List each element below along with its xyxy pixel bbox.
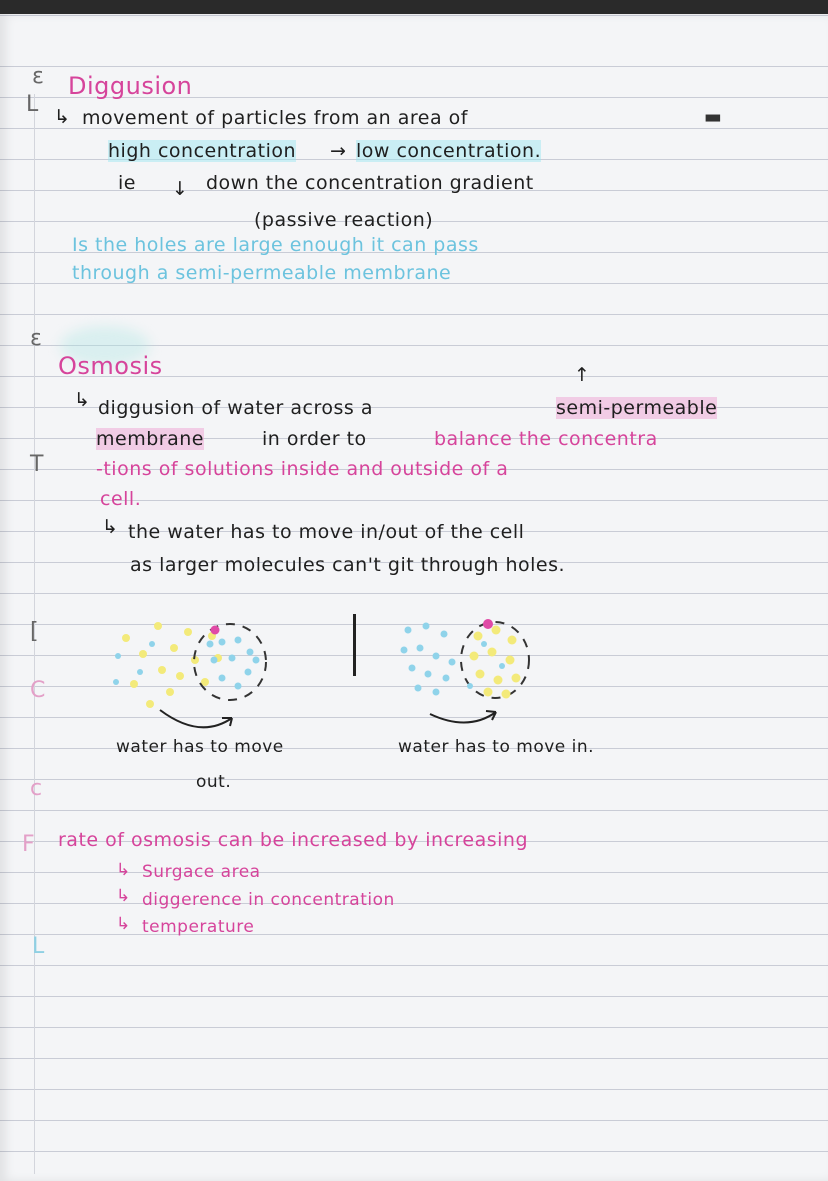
osmosis-note-1: the water has to move in/out of the cell [128,521,525,543]
osmosis-title: Osmosis [58,352,163,380]
arrow-icon: ↳ [116,914,131,934]
margin-mark: T [30,452,44,477]
diffusion-ie: ie [118,172,136,194]
osmosis-definition-1: diggusion of water across a [98,397,374,419]
left-cell-diagram [113,622,266,727]
left-caption-1: water has to move [116,737,284,757]
margin-mark: F [22,832,35,857]
arrow-icon: ↳ [54,106,71,128]
rate-heading: rate of osmosis can be increased by increasing [58,829,529,851]
arrow-icon: ↳ [74,389,91,411]
rate-factor-3: temperature [142,917,255,937]
osmosis-note-2: as larger molecules can't git through holes. [130,554,566,576]
diffusion-definition-1: movement of particles from an area of [82,107,468,129]
diffusion-passive: (passive reaction) [254,209,434,231]
left-caption-2: out. [196,772,232,792]
margin-mark: ε [32,64,44,89]
margin-mark: C [30,678,46,703]
diffusion-holes-1: Is the holes are large enough it can pass [72,234,479,256]
margin-mark: L [32,934,45,959]
margin-mark: c [30,776,43,801]
diffusion-holes-2: through a semi-permeable membrane [72,262,452,284]
arrow-icon: ↳ [116,860,131,880]
osmosis-balance: balance the concentra [434,428,658,450]
margin-mark: [ [30,619,39,644]
right-caption: water has to move in. [398,737,595,757]
diffusion-low-concentration: low concentration. [356,140,542,162]
down-arrow-icon: ↓ [172,178,189,200]
right-arrow-icon: → [330,140,347,162]
diffusion-gradient: down the concentration gradient [206,172,534,194]
margin-mark: L [26,92,39,117]
osmosis-definition-4: cell. [100,488,142,510]
osmosis-in-order-to: in order to [262,428,367,450]
rate-factor-1: Surgace area [142,862,261,882]
rate-factor-2: diggerence in concentration [142,890,395,910]
arrow-icon: ↳ [116,886,131,906]
diffusion-high-concentration: high concentration [108,140,297,162]
osmosis-membrane: membrane [96,428,204,450]
scribble-icon: ▬ [704,106,723,128]
right-cell-diagram [401,619,530,723]
arrow-icon: ↳ [102,516,119,538]
margin-mark: ε [30,326,42,351]
osmosis-definition-3: -tions of solutions inside and outside of a [96,458,509,480]
diffusion-title: Diggusion [68,72,193,100]
notebook-page [0,14,828,1181]
osmosis-semi-permeable: semi-permeable [556,397,718,419]
diagram-divider [353,614,356,676]
osmosis-diagram [0,600,828,740]
up-arrow-icon: ↑ [574,364,591,386]
